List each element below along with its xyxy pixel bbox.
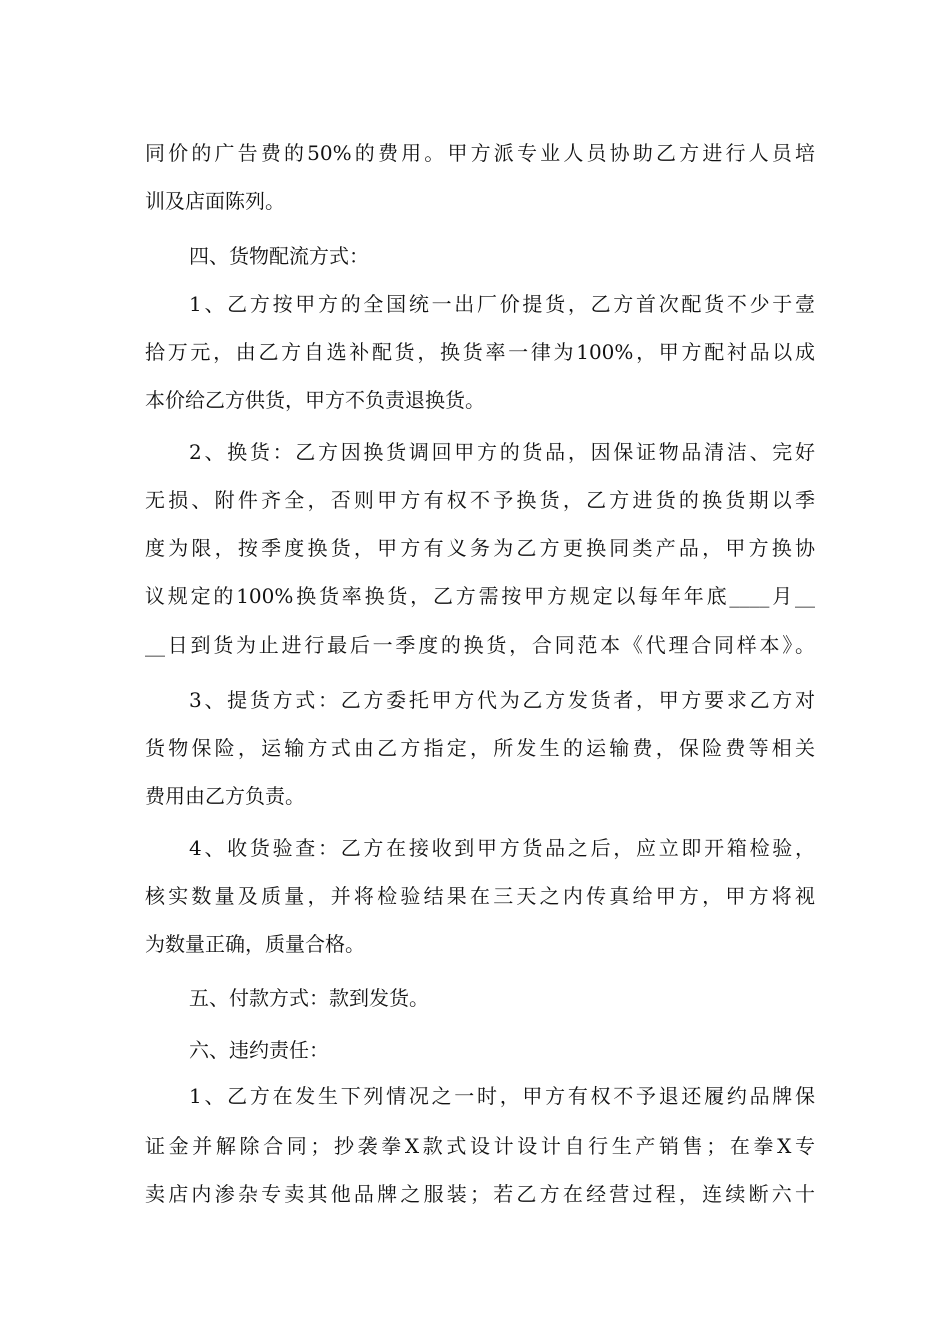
text-line-10: 议规定的100%换货率换货，乙方需按甲方规定以每年年底____月__	[145, 584, 815, 608]
section-heading-6: 六、违约责任：	[189, 1038, 329, 1062]
text-line-5: 拾万元，由乙方自选补配货，换货率一律为100%，甲方配衬品以成	[145, 340, 815, 364]
text-line-9: 度为限，按季度换货，甲方有义务为乙方更换同类产品，甲方换协	[145, 536, 815, 560]
text-line-15: 4、收货验查：乙方在接收到甲方货品之后，应立即开箱检验，	[189, 836, 815, 860]
text-line-17: 为数量正确，质量合格。	[145, 932, 365, 956]
text-line-12: 3、提货方式：乙方委托甲方代为乙方发货者，甲方要求乙方对	[189, 688, 815, 712]
text-line-1: 同价的广告费的50%的费用。甲方派专业人员协助乙方进行人员培	[145, 141, 815, 165]
text-line-20: 1、乙方在发生下列情况之一时，甲方有权不予退还履约品牌保	[189, 1084, 815, 1108]
text-line-6: 本价给乙方供货，甲方不负责退换货。	[145, 388, 485, 412]
text-line-11: __日到货为止进行最后一季度的换货，合同范本《代理合同样本》。	[145, 633, 815, 657]
text-line-4: 1、乙方按甲方的全国统一出厂价提货，乙方首次配货不少于壹	[189, 292, 815, 316]
text-line-2: 训及店面陈列。	[145, 189, 285, 213]
text-line-7: 2、换货：乙方因换货调回甲方的货品，因保证物品清洁、完好	[189, 440, 815, 464]
text-line-16: 核实数量及质量，并将检验结果在三天之内传真给甲方，甲方将视	[145, 884, 815, 908]
text-line-14: 费用由乙方负责。	[145, 784, 305, 808]
text-line-13: 货物保险，运输方式由乙方指定，所发生的运输费，保险费等相关	[145, 736, 815, 760]
section-heading-5: 五、付款方式：款到发货。	[189, 986, 429, 1010]
section-heading-4: 四、货物配流方式：	[189, 244, 369, 268]
text-line-8: 无损、附件齐全，否则甲方有权不予换货，乙方进货的换货期以季	[145, 488, 815, 512]
text-line-22: 卖店内渗杂专卖其他品牌之服装；若乙方在经营过程，连续断六十	[145, 1182, 815, 1206]
text-line-21: 证金并解除合同；抄袭拳X款式设计设计自行生产销售；在拳X专	[145, 1134, 815, 1158]
